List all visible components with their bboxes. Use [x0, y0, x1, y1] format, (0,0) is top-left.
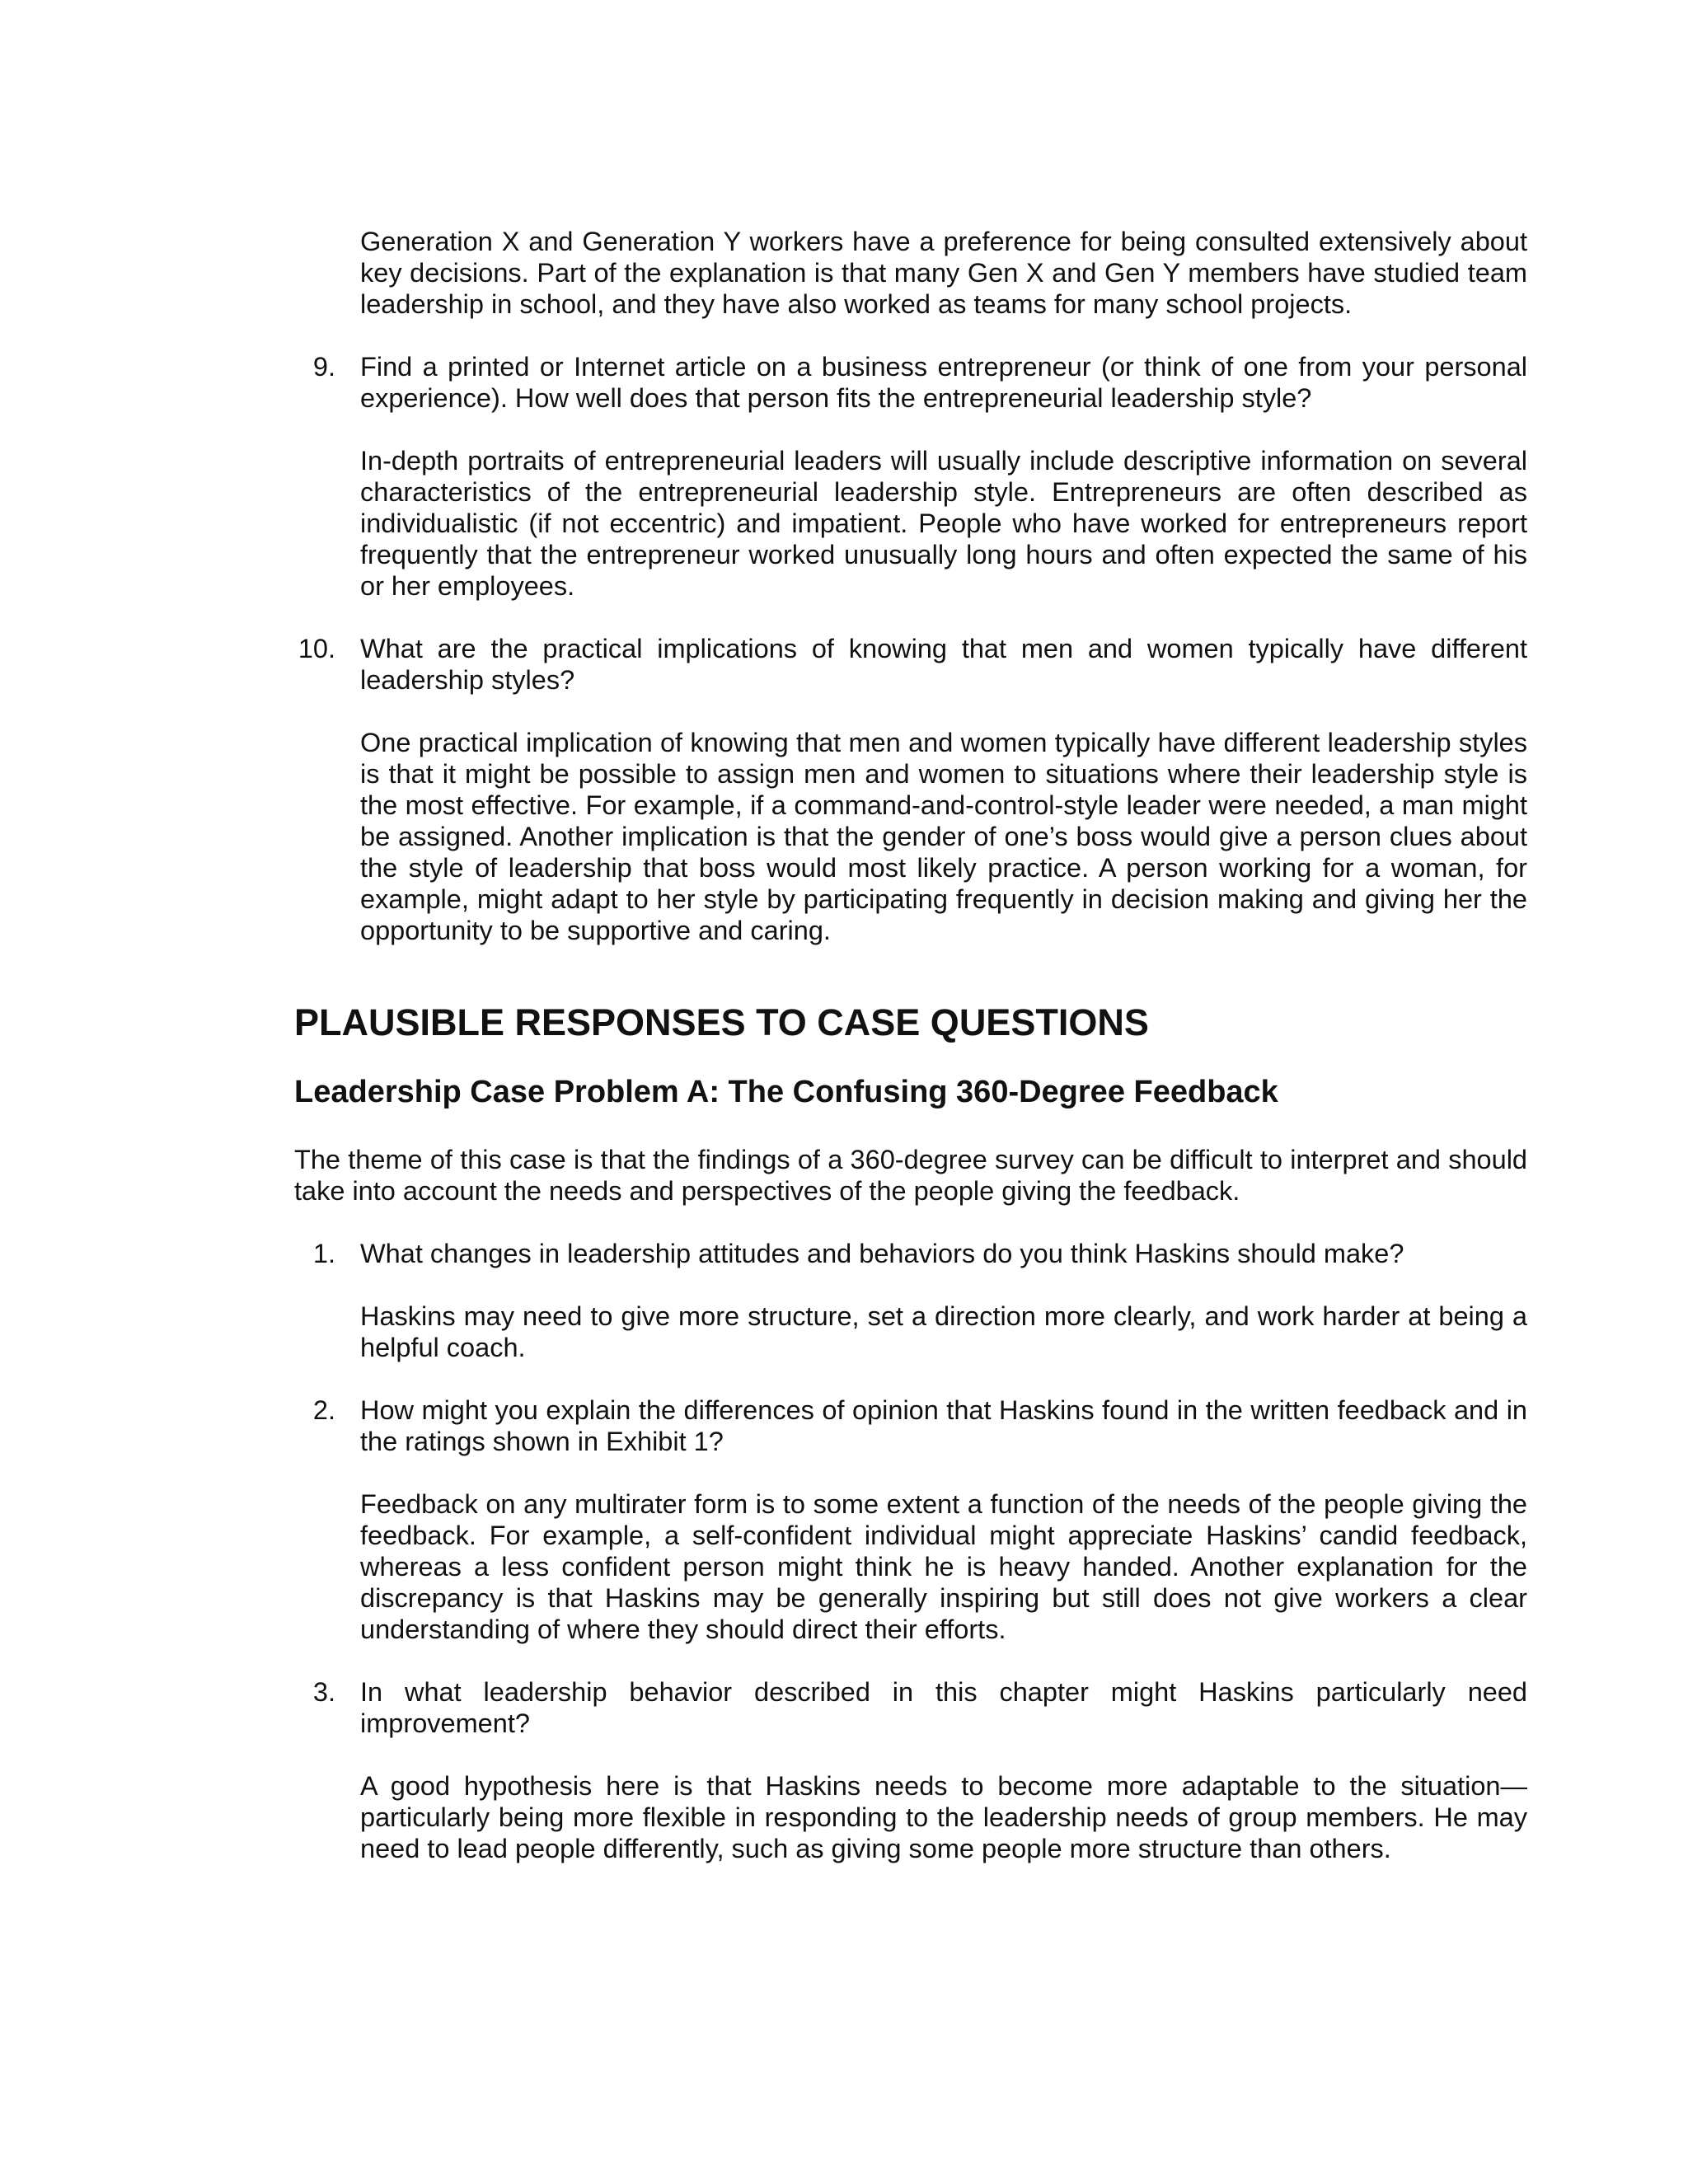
question-text: How might you explain the differences of opinion that Haskins found in the written feedback and in the ratings shown in Exhibit 1? — [360, 1395, 1527, 1456]
case-theme-paragraph: The theme of this case is that the findings of a 360-degree survey can be difficult to interpret and should take into account the needs and perspectives of the people giving the feedback. — [294, 1145, 1527, 1206]
case-heading: Leadership Case Problem A: The Confusing 360-Degree Feedback — [294, 1075, 1278, 1109]
case-question-3 — [294, 1676, 1527, 1739]
question-number: 9. — [312, 352, 335, 382]
answer-paragraph: One practical implication of knowing that men and women typically have different leadership styles is that it might be possible to assign men and women to situations where their leadership style is the most effective. For example, if a command-and-control-style leader were needed, a man might be assigned. Another implication is that the gender of one’s boss would give a person clues about the style of leadership that boss would most likely practice. A person working for a woman, for example, might adapt to her style by participating frequently in decision making and giving her the opportunity to be supportive and caring. — [360, 728, 1527, 945]
question-text: What are the practical implications of knowing that men and women typically have different leadership styles? — [360, 634, 1527, 695]
answer-paragraph: Haskins may need to give more structure, set a direction more clearly, and work harder at being a helpful coach. — [360, 1301, 1527, 1362]
discussion-question-9 — [294, 351, 1527, 414]
intro-continuation-paragraph: Generation X and Generation Y workers have a preference for being consulted extensively about key decisions. Part of the explanation is that many Gen X and Gen Y members have studied team leadership in school, and they have also worked as teams for many school projects. — [360, 227, 1527, 319]
discussion-question-10 — [294, 633, 1527, 696]
section-heading: PLAUSIBLE RESPONSES TO CASE QUESTIONS — [294, 1001, 1149, 1043]
case-question-1 — [294, 1238, 1527, 1269]
case-question-2 — [294, 1394, 1527, 1457]
question-text: Find a printed or Internet article on a business entrepreneur (or think of one from your personal experience). How well does that person fits the entrepreneurial leadership style? — [360, 352, 1527, 413]
question-number: 2. — [312, 1395, 335, 1425]
question-text: In what leadership behavior described in this chapter might Haskins particularly need improvement? — [360, 1677, 1527, 1738]
question-number: 3. — [312, 1677, 335, 1707]
question-number: 10. — [298, 634, 335, 663]
question-text: What changes in leadership attitudes and behaviors do you think Haskins should make? — [360, 1239, 1404, 1268]
answer-paragraph: Feedback on any multirater form is to some extent a function of the needs of the people giving the feedback. For example, a self-confident individual might appreciate Haskins’ candid feedback, whereas a less confident person might think he is heavy handed. Another explanation for the discrepancy is that Haskins may be generally inspiring but still does not give workers a clear understanding of where they should direct their efforts. — [360, 1489, 1527, 1644]
document-page — [294, 226, 1527, 1864]
answer-paragraph: A good hypothesis here is that Haskins needs to become more adaptable to the situation—particularly being more flexible in responding to the leadership needs of group members. He may need to lead people differently, such as giving some people more structure than others. — [360, 1771, 1527, 1863]
question-number: 1. — [312, 1239, 335, 1268]
answer-paragraph: In-depth portraits of entrepreneurial leaders will usually include descriptive information on several characteristics of the entrepreneurial leadership style. Entrepreneurs are often described as individualistic (if not eccentric) and impatient. People who have worked for entrepreneurs report frequently that the entrepreneur worked unusually long hours and often expected the same of his or her employees. — [360, 446, 1527, 601]
